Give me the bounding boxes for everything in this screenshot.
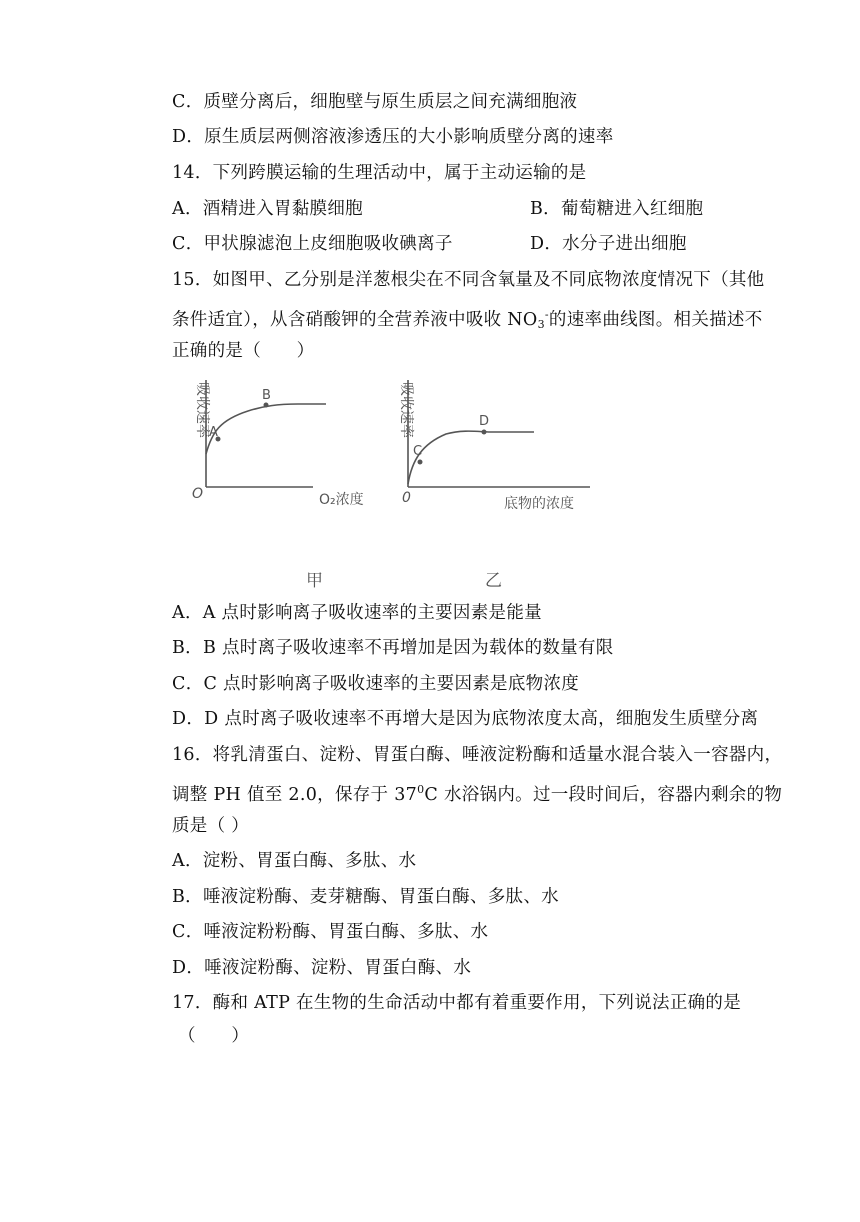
figure-caption-yi: 乙 — [485, 571, 502, 591]
text-line: C．质壁分离后，细胞壁与原生质层之间充满细胞液 — [172, 92, 578, 112]
point-d — [482, 430, 487, 435]
x-axis-label: O₂浓度 — [319, 492, 364, 508]
text-segment: 条件适宜），从含硝酸钾的全营养液中吸收 NO — [172, 310, 538, 330]
curve-jia — [206, 404, 326, 454]
option-14d: D．水分子进出细胞 — [530, 234, 687, 254]
figure-yi — [380, 372, 600, 522]
option-14c: C．甲状腺滤泡上皮细胞吸收碘离子 — [172, 234, 453, 254]
x-axis-label: 底物的浓度 — [504, 496, 574, 512]
question-17: 17．酶和 ATP 在生物的生命活动中都有着重要作用，下列说法正确的是 — [172, 993, 742, 1013]
question-15: 15．如图甲、乙分别是洋葱根尖在不同含氧量及不同底物浓度情况下（其他 — [172, 270, 765, 290]
curve-yi — [408, 431, 534, 484]
option-15d: D．D 点时离子吸收速率不再增大是因为底物浓度太高，细胞发生质壁分离 — [172, 709, 759, 729]
point-d-label: D — [479, 414, 490, 429]
option-14a: A．酒精进入胃黏膜细胞 — [172, 199, 363, 219]
question-14: 14．下列跨膜运输的生理活动中，属于主动运输的是 — [172, 163, 587, 183]
point-a-label: A — [209, 425, 218, 440]
question-17-line2: （ ） — [178, 1026, 250, 1046]
question-15-line2 — [172, 303, 763, 337]
subscript: 3 — [537, 318, 545, 331]
option-14b: B．葡萄糖进入红细胞 — [530, 199, 704, 219]
option-16a: A．淀粉、胃蛋白酶、多肽、水 — [172, 851, 417, 871]
option-16b: B．唾液淀粉酶、麦芽糖酶、胃蛋白酶、多肽、水 — [172, 887, 559, 907]
option-16d: D．唾液淀粉酶、淀粉、胃蛋白酶、水 — [172, 958, 472, 978]
figure-jia — [178, 372, 378, 522]
option-15b: B．B 点时离子吸收速率不再增加是因为载体的数量有限 — [172, 638, 614, 658]
option-15a: A．A 点时影响离子吸收速率的主要因素是能量 — [172, 603, 542, 623]
question-16-line2 — [172, 778, 782, 807]
text-line: D．原生质层两侧溶液渗透压的大小影响质壁分离的速率 — [172, 127, 614, 147]
option-16c: C．唾液淀粉粉酶、胃蛋白酶、多肽、水 — [172, 922, 489, 942]
point-b — [264, 403, 269, 408]
question-15-line3: 正确的是（ ） — [172, 341, 315, 361]
point-c — [418, 460, 423, 465]
point-b-label: B — [262, 388, 271, 403]
origin-label: O — [192, 486, 204, 502]
text-segment: 调整 PH 值至 2.0，保存于 37 — [172, 785, 418, 805]
y-axis-label: 吸收速率 — [398, 382, 414, 438]
origin-label: 0 — [402, 490, 411, 506]
option-15c: C．C 点时影响离子吸收速率的主要因素是底物浓度 — [172, 674, 580, 694]
text-segment: C 水浴锅内。过一段时间后，容器内剩余的物 — [424, 785, 783, 805]
superscript: - — [544, 308, 549, 321]
figure-caption-jia: 甲 — [306, 571, 323, 591]
text-segment: 的速率曲线图。相关描述不 — [548, 310, 763, 330]
point-c-label: C — [413, 444, 423, 459]
superscript: 0 — [417, 783, 425, 796]
question-16: 16．将乳清蛋白、淀粉、胃蛋白酶、唾液淀粉酶和适量水混合装入一容器内， — [172, 745, 783, 765]
y-axis-label: 吸收速率 — [194, 382, 210, 438]
question-16-line3: 质是（ ） — [172, 816, 250, 836]
